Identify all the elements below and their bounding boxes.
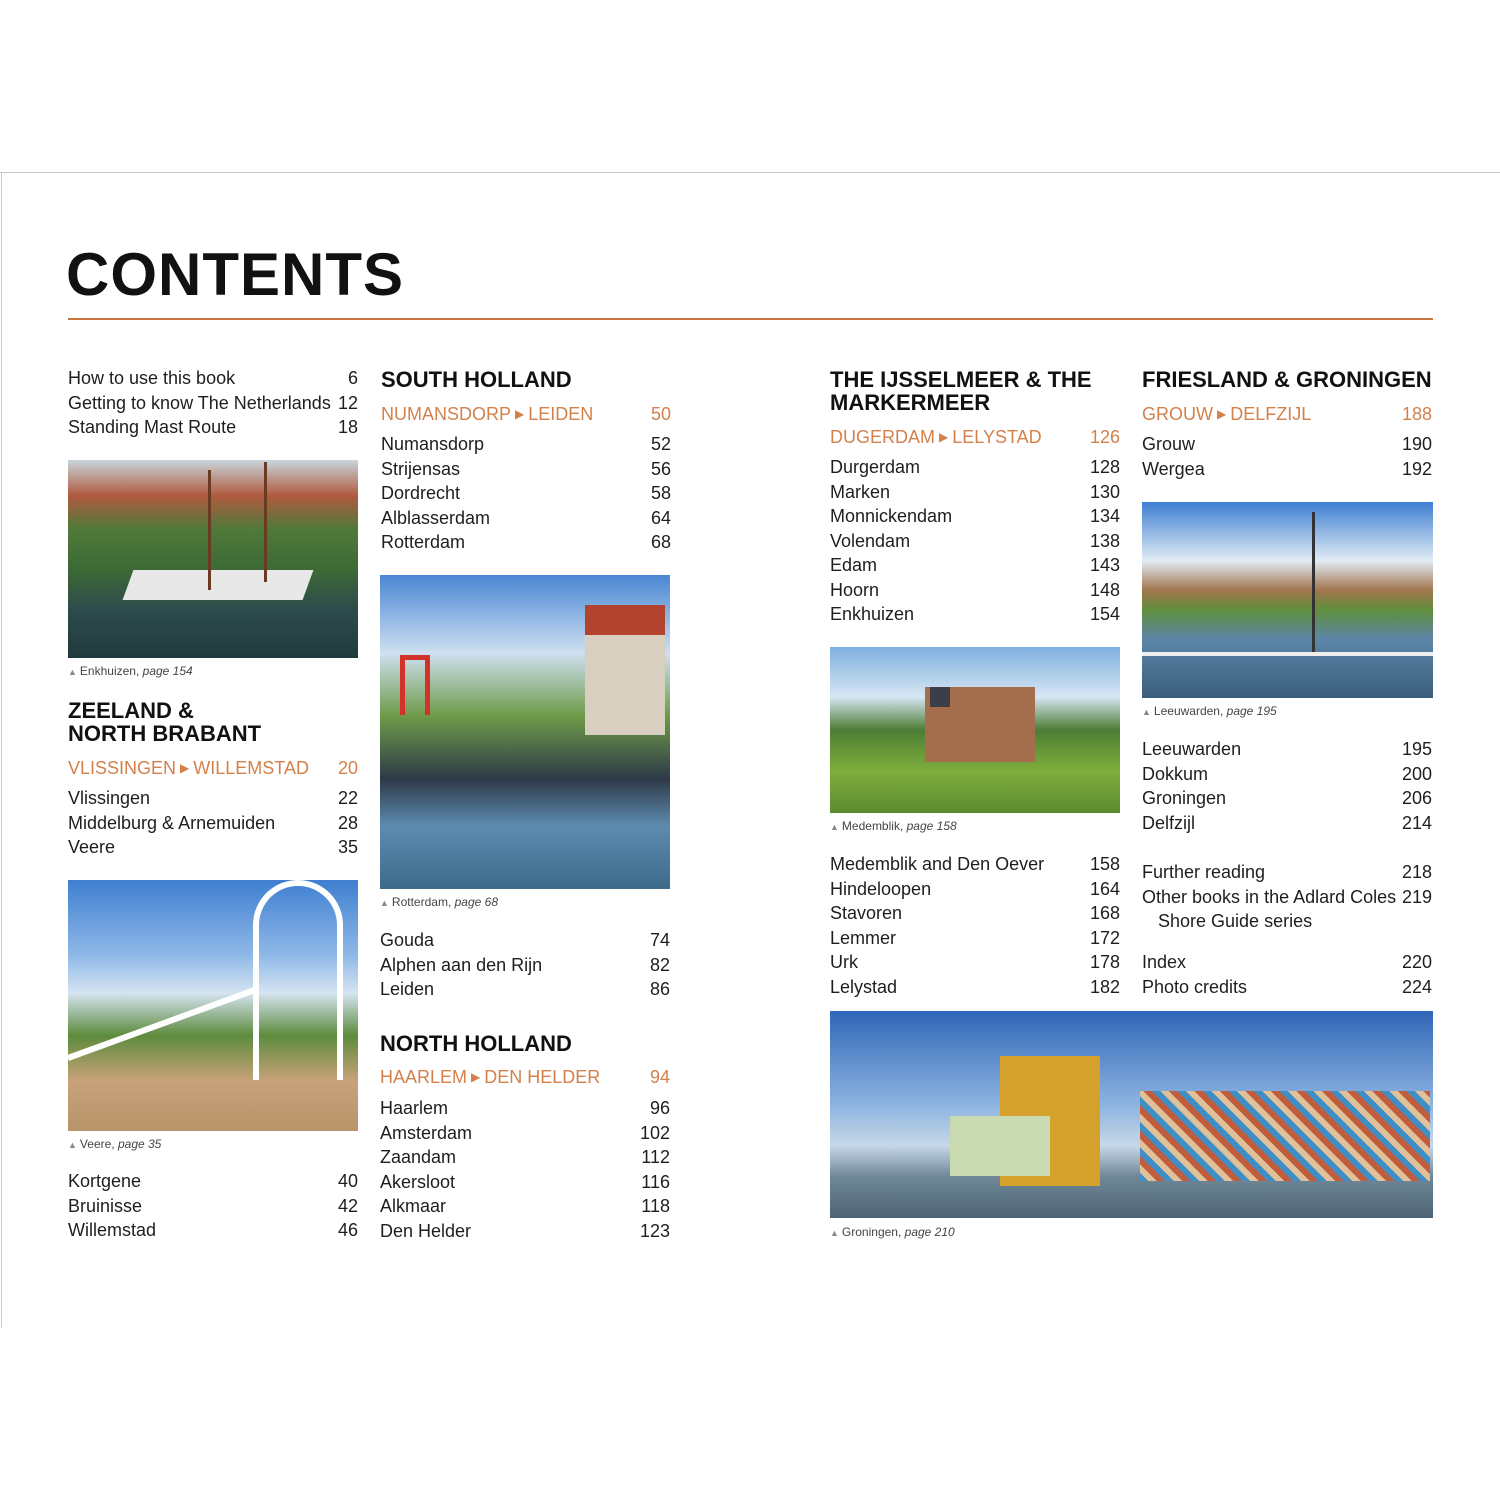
photo-medemblik: [830, 647, 1120, 813]
entry-page-number: 18: [337, 417, 358, 437]
entry-page-number: 116: [641, 1171, 670, 1192]
entry-title: Groningen: [1142, 788, 1227, 808]
friesland-list-b: [1142, 737, 1432, 835]
entry-title: Dordrecht: [381, 483, 461, 503]
contents-entry[interactable]: [830, 602, 1120, 627]
route-label: [68, 756, 309, 780]
intro-list: [68, 366, 358, 440]
entry-page-number: 52: [650, 434, 671, 454]
entry-title: Leiden: [380, 979, 435, 999]
entry-page-number: 56: [650, 458, 671, 479]
entry-page-number: 182: [1089, 976, 1120, 997]
entry-page-number: 206: [1401, 788, 1432, 808]
contents-entry[interactable]: [1142, 909, 1432, 934]
friesland-list-d: [1142, 950, 1432, 999]
contents-entry[interactable]: [380, 1121, 670, 1146]
route-to: WILLEMSTAD: [193, 758, 309, 778]
contents-entry[interactable]: [68, 391, 358, 416]
route-from: DUGERDAM: [830, 427, 936, 447]
entry-title: Dokkum: [1142, 763, 1209, 784]
entry-title: Strijensas: [381, 458, 461, 479]
photo-enkhuizen: [68, 460, 358, 658]
contents-entry[interactable]: [1142, 885, 1432, 910]
triangle-right-icon: ▶: [515, 407, 525, 421]
entry-title: Bruinisse: [68, 1195, 143, 1216]
contents-entry[interactable]: [830, 901, 1120, 926]
contents-entry[interactable]: [830, 553, 1120, 578]
contents-entry[interactable]: [381, 506, 671, 531]
entry-page-number: 138: [1089, 530, 1120, 551]
entry-title: Middelburg & Arnemuiden: [68, 812, 276, 833]
entry-page-number: 64: [650, 507, 671, 528]
entry-page-number: 143: [1089, 555, 1120, 575]
triangle-right-icon: ▶: [939, 430, 949, 444]
entry-page-number: 200: [1401, 763, 1432, 784]
zeeland-list-b: [68, 1169, 358, 1243]
contents-entry[interactable]: [830, 529, 1120, 554]
photo-groningen: [830, 1011, 1433, 1218]
contents-entry[interactable]: [1142, 457, 1432, 482]
entry-title: Veere: [68, 837, 116, 857]
entry-title: Edam: [830, 555, 878, 575]
route-from: HAARLEM: [380, 1067, 468, 1087]
entry-page-number: 195: [1401, 739, 1432, 759]
entry-page-number: 218: [1401, 862, 1432, 882]
contents-entry[interactable]: [68, 415, 358, 440]
caption-groningen: ▲ Groningen, page 210: [830, 1225, 955, 1239]
entry-title: Wergea: [1142, 458, 1205, 479]
entry-title: Medemblik and Den Oever: [830, 854, 1045, 874]
contents-entry[interactable]: [68, 1218, 358, 1243]
route-to: DELFZIJL: [1230, 404, 1312, 424]
entry-page-number: 224: [1401, 976, 1432, 997]
triangle-right-icon: ▶: [1217, 407, 1227, 421]
entry-page-number: 130: [1089, 481, 1120, 502]
entry-page-number: 178: [1089, 952, 1120, 972]
entry-title: Volendam: [830, 530, 911, 551]
contents-entry[interactable]: [1142, 762, 1432, 787]
entry-title: How to use this book: [68, 368, 236, 388]
photo-veere: [68, 880, 358, 1131]
entry-title: Marken: [830, 481, 891, 502]
entry-page-number: 134: [1089, 506, 1120, 526]
entry-title: Alblasserdam: [381, 507, 491, 528]
entry-title: Standing Mast Route: [68, 417, 237, 437]
contents-entry[interactable]: [68, 1194, 358, 1219]
contents-entry[interactable]: [68, 811, 358, 836]
contents-entry[interactable]: [830, 852, 1120, 877]
entry-title: Monnickendam: [830, 506, 953, 526]
entry-title: Alphen aan den Rijn: [380, 954, 543, 975]
section-heading-north-holland: NORTH HOLLAND: [380, 1031, 572, 1056]
contents-entry[interactable]: [380, 977, 670, 1002]
entry-title: Photo credits: [1142, 976, 1248, 997]
triangle-up-icon: ▲: [830, 1228, 839, 1238]
triangle-up-icon: ▲: [830, 822, 839, 832]
section-heading-south-holland: SOUTH HOLLAND: [381, 367, 572, 392]
entry-page-number: 190: [1401, 434, 1432, 454]
route-south-holland[interactable]: [381, 402, 671, 426]
route-from: GROUW: [1142, 404, 1213, 424]
entry-title: Alkmaar: [380, 1196, 447, 1216]
entry-title: Gouda: [380, 930, 435, 950]
contents-entry[interactable]: [380, 1194, 670, 1219]
contents-entry[interactable]: [1142, 737, 1432, 762]
contents-entry[interactable]: [381, 457, 671, 482]
triangle-up-icon: ▲: [380, 898, 389, 908]
route-north-holland[interactable]: [380, 1065, 670, 1089]
entry-page-number: 112: [641, 1147, 670, 1167]
entry-page-number: 128: [1089, 457, 1120, 477]
contents-entry[interactable]: [830, 480, 1120, 505]
caption-enkhuizen: ▲ Enkhuizen, page 154: [68, 664, 193, 678]
entry-page-number: 164: [1089, 878, 1120, 899]
entry-title: Index: [1142, 952, 1187, 972]
contents-entry[interactable]: [380, 1170, 670, 1195]
triangle-right-icon: ▶: [471, 1070, 481, 1084]
entry-page-number: 192: [1401, 458, 1432, 479]
route-zeeland[interactable]: [68, 756, 358, 780]
contents-entry[interactable]: [68, 1169, 358, 1194]
entry-page-number: 82: [649, 954, 670, 975]
route-from: VLISSINGEN: [68, 758, 177, 778]
photo-leeuwarden: [1142, 502, 1433, 698]
entry-page-number: 219: [1401, 886, 1432, 907]
section-heading-zeeland: ZEELAND & NORTH BRABANT: [68, 698, 262, 746]
contents-entry[interactable]: [381, 530, 671, 555]
contents-entry[interactable]: [830, 578, 1120, 603]
route-from: NUMANSDORP: [381, 404, 512, 424]
contents-entry[interactable]: [1142, 786, 1432, 811]
friesland-list-c: [1142, 860, 1432, 934]
entry-title: Willemstad: [68, 1220, 157, 1240]
contents-entry[interactable]: [830, 950, 1120, 975]
route-label: [830, 425, 1042, 449]
entry-page-number: 168: [1089, 903, 1120, 923]
entry-page-number: 154: [1089, 604, 1120, 624]
entry-title: Akersloot: [380, 1171, 456, 1192]
entry-title: Zaandam: [380, 1147, 457, 1167]
page-edge-left: [1, 172, 2, 1328]
entry-page-number: 123: [639, 1220, 670, 1241]
route-ijsselmeer[interactable]: [830, 425, 1120, 449]
entry-page-number: 22: [337, 788, 358, 808]
photo-rotterdam: [380, 575, 670, 889]
contents-entry[interactable]: [380, 1096, 670, 1121]
entry-title: Shore Guide series: [1158, 911, 1313, 931]
route-to: LEIDEN: [528, 404, 594, 424]
contents-entry[interactable]: [830, 975, 1120, 1000]
contents-entry[interactable]: [830, 877, 1120, 902]
ijsselmeer-list-b: [830, 852, 1120, 999]
entry-title: Lelystad: [830, 976, 898, 997]
page-title: CONTENTS: [66, 241, 404, 308]
contents-entry[interactable]: [1142, 860, 1432, 885]
section-heading-friesland: FRIESLAND & GRONINGEN: [1142, 367, 1432, 392]
triangle-up-icon: ▲: [1142, 707, 1151, 717]
route-page-number: 188: [1401, 404, 1432, 424]
caption-medemblik: ▲ Medemblik, page 158: [830, 819, 957, 833]
contents-entry[interactable]: [1142, 975, 1432, 1000]
triangle-right-icon: ▶: [180, 761, 190, 775]
route-to: LELYSTAD: [952, 427, 1042, 447]
contents-entry[interactable]: [380, 1219, 670, 1244]
entry-title: Rotterdam: [381, 532, 466, 552]
entry-page-number: 118: [641, 1196, 670, 1216]
contents-entry[interactable]: [68, 366, 358, 391]
entry-page-number: 172: [1089, 927, 1120, 948]
entry-page-number: 46: [337, 1220, 358, 1240]
entry-title: Enkhuizen: [830, 604, 915, 624]
contents-entry[interactable]: [830, 455, 1120, 480]
friesland-list-a: [1142, 432, 1432, 481]
route-friesland[interactable]: [1142, 402, 1432, 426]
caption-leeuwarden: ▲ Leeuwarden, page 195: [1142, 704, 1277, 718]
section-heading-ijsselmeer: THE IJSSELMEER & THE MARKERMEER: [830, 367, 1092, 415]
contents-entry[interactable]: [380, 953, 670, 978]
entry-title: Haarlem: [380, 1098, 449, 1118]
north-holland-list: [380, 1096, 670, 1243]
route-label: [1142, 402, 1311, 426]
route-to: DEN HELDER: [484, 1067, 601, 1087]
route-page-number: 126: [1089, 427, 1120, 447]
entry-title: Hindeloopen: [830, 878, 932, 899]
entry-title: Grouw: [1142, 434, 1196, 454]
page-edge-top: [0, 172, 1500, 173]
contents-entry[interactable]: [381, 481, 671, 506]
entry-title: Urk: [830, 952, 858, 972]
route-page-number: 94: [649, 1067, 670, 1087]
ijsselmeer-list-a: [830, 455, 1120, 627]
entry-page-number: 6: [347, 368, 358, 388]
contents-entry[interactable]: [68, 835, 358, 860]
entry-title: Getting to know The Netherlands: [68, 392, 331, 413]
contents-entry[interactable]: [380, 1145, 670, 1170]
contents-entry[interactable]: [381, 432, 671, 457]
contents-entry[interactable]: [1142, 811, 1432, 836]
caption-rotterdam: ▲ Rotterdam, page 68: [380, 895, 499, 909]
route-page-number: 50: [650, 404, 671, 424]
entry-title: Other books in the Adlard Coles: [1142, 886, 1397, 907]
entry-title: Delfzijl: [1142, 812, 1196, 833]
entry-page-number: 42: [337, 1195, 358, 1216]
entry-title: Den Helder: [380, 1220, 472, 1241]
entry-title: Hoorn: [830, 579, 880, 600]
contents-entry[interactable]: [380, 928, 670, 953]
route-label: [380, 1065, 600, 1089]
entry-page-number: 28: [337, 812, 358, 833]
entry-page-number: 40: [337, 1171, 358, 1191]
entry-page-number: 214: [1401, 812, 1432, 833]
entry-title: Lemmer: [830, 927, 897, 948]
entry-page-number: 96: [649, 1098, 670, 1118]
caption-veere: ▲ Veere, page 35: [68, 1137, 162, 1151]
route-label: [381, 402, 593, 426]
entry-title: Durgerdam: [830, 457, 921, 477]
route-page-number: 20: [337, 758, 358, 778]
title-rule: [68, 318, 1433, 320]
entry-page-number: 58: [650, 483, 671, 503]
entry-page-number: 12: [337, 392, 358, 413]
entry-title: Amsterdam: [380, 1122, 473, 1143]
entry-page-number: 86: [649, 979, 670, 999]
entry-page-number: 158: [1089, 854, 1120, 874]
entry-title: Stavoren: [830, 903, 903, 923]
entry-page-number: 102: [639, 1122, 670, 1143]
triangle-up-icon: ▲: [68, 667, 77, 677]
entry-title: Further reading: [1142, 862, 1266, 882]
entry-title: Kortgene: [68, 1171, 142, 1191]
contents-entry[interactable]: [1142, 432, 1432, 457]
entry-title: Leeuwarden: [1142, 739, 1242, 759]
south-holland-list-b: [380, 928, 670, 1002]
triangle-up-icon: ▲: [68, 1140, 77, 1150]
entry-title: Numansdorp: [381, 434, 485, 454]
entry-page-number: 35: [337, 837, 358, 857]
entry-page-number: 148: [1089, 579, 1120, 600]
zeeland-list-a: [68, 786, 358, 860]
south-holland-list-a: [381, 432, 671, 555]
contents-entry[interactable]: [830, 504, 1120, 529]
entry-page-number: 68: [650, 532, 671, 552]
contents-entry[interactable]: [830, 926, 1120, 951]
entry-title: Vlissingen: [68, 788, 151, 808]
entry-page-number: 74: [649, 930, 670, 950]
contents-entry[interactable]: [1142, 950, 1432, 975]
entry-page-number: 220: [1401, 952, 1432, 972]
contents-entry[interactable]: [68, 786, 358, 811]
